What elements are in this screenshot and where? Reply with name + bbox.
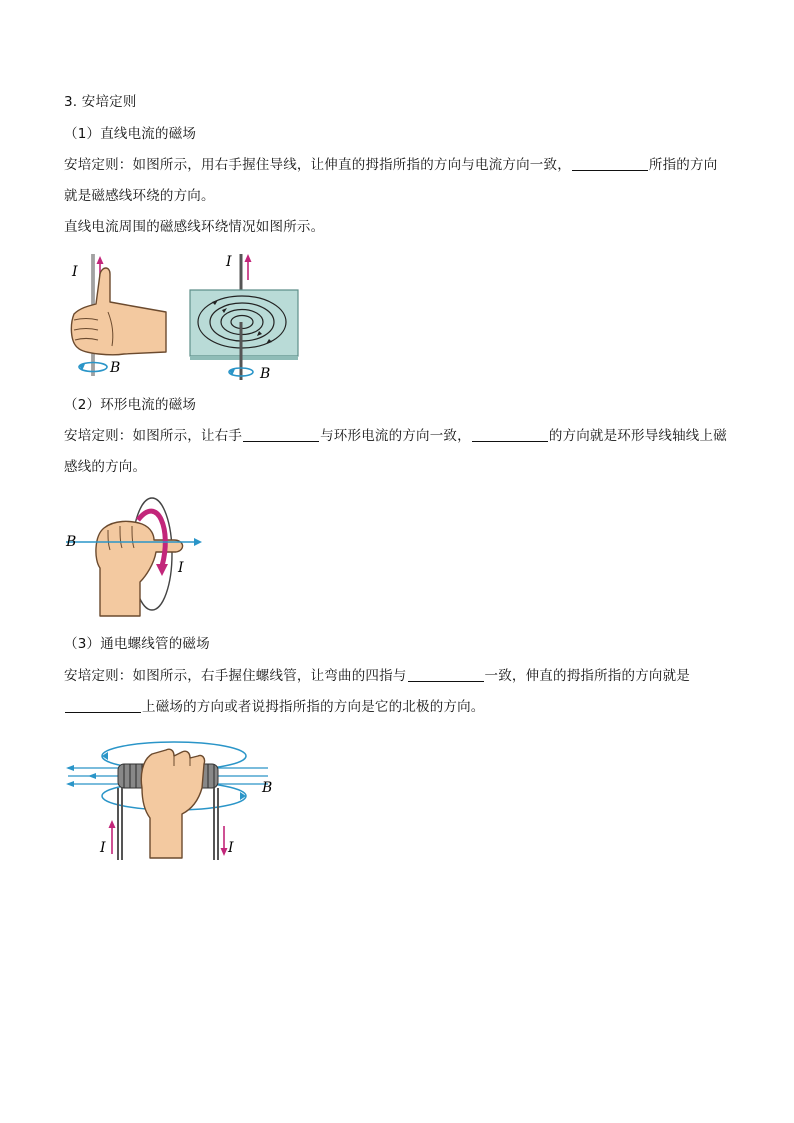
current-label: I <box>226 254 232 270</box>
part1-rule-text-b: 所指的方向 <box>648 157 718 173</box>
field-label: B <box>66 534 77 550</box>
part3-rule-text-a: 安培定则：如图所示，右手握住螺线管，让弯曲的四指与 <box>64 668 407 684</box>
part2-heading: （2）环形电流的磁场 <box>64 397 197 413</box>
part1-rule-text-a: 安培定则：如图所示，用右手握住导线，让伸直的拇指所指的方向与电流方向一致， <box>64 157 571 173</box>
answer-blank[interactable] <box>243 427 319 442</box>
field-lines-plate-figure <box>186 250 302 384</box>
part3-heading: （3）通电螺线管的磁场 <box>64 636 210 652</box>
answer-blank[interactable] <box>572 156 648 171</box>
straight-wire-hand-figure <box>62 250 172 382</box>
field-label: B <box>110 360 121 376</box>
part2-rule-line2: 感线的方向。 <box>64 459 147 475</box>
answer-blank[interactable] <box>472 427 548 442</box>
current-label: I <box>100 840 106 856</box>
part2-rule-text-b: 与环形电流的方向一致， <box>320 428 471 444</box>
part3-rule-line2 <box>64 697 485 717</box>
current-label: I <box>178 560 184 576</box>
answer-blank[interactable] <box>408 667 484 682</box>
ring-current-hand-figure <box>62 490 212 618</box>
part1-heading: （1）直线电流的磁场 <box>64 126 197 142</box>
part2-rule-text-c: 的方向就是环形导线轴线上磁 <box>548 428 727 444</box>
part2-rule-line1 <box>64 426 727 446</box>
part1-rule-line2: 就是磁感线环绕的方向。 <box>64 188 215 204</box>
current-label: I <box>228 840 234 856</box>
part1-desc: 直线电流周围的磁感线环绕情况如图所示。 <box>64 219 325 235</box>
part1-rule-line1 <box>64 155 717 175</box>
section-title: 3. 安培定则 <box>64 94 137 110</box>
current-label: I <box>72 264 78 280</box>
solenoid-hand-figure <box>62 726 292 864</box>
field-label: B <box>262 780 273 796</box>
part2-rule-text-a: 安培定则：如图所示，让右手 <box>64 428 243 444</box>
field-label: B <box>260 366 271 382</box>
part3-rule-text-b: 一致，伸直的拇指所指的方向就是 <box>484 668 690 684</box>
part3-rule-text-c: 上磁场的方向或者说拇指所指的方向是它的北极的方向。 <box>142 699 485 715</box>
part3-rule-line1 <box>64 666 690 686</box>
answer-blank[interactable] <box>65 698 141 713</box>
